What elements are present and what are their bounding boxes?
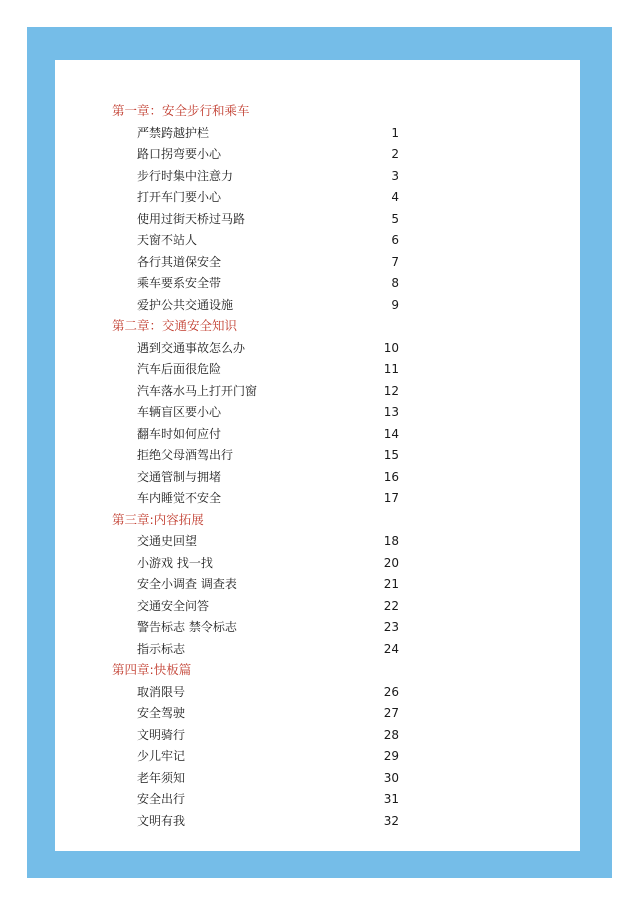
entry-title: 各行其道保安全 [137,254,222,269]
entry-title: 文明骑行 [137,727,186,742]
chapter-title: 第一章：安全步行和乘车 [112,103,250,118]
entry-title: 指示标志 [137,641,186,656]
page-number: 11 [383,362,399,376]
entry-title: 路口拐弯要小心 [137,147,222,161]
toc-entry [0,209,640,229]
page-number: 5 [391,211,399,226]
page-number: 22 [383,598,399,613]
toc-entry [0,187,640,207]
page-number: 28 [383,727,399,742]
entry-title: 取消限号 [137,684,186,699]
page-number: 3 [391,168,399,183]
toc-entry [0,682,640,702]
chapter-title: 第二章：交通安全知识 [112,318,238,333]
page-number: 6 [391,233,399,247]
entry-title: 交通史回望 [137,534,198,548]
entry-title: 爱护公共交通设施 [137,297,234,312]
entry-title: 安全驾驶 [137,706,186,720]
entry-title: 少儿牢记 [137,749,186,763]
page-number: 17 [383,491,399,505]
toc-entry [0,359,640,379]
page-number: 27 [383,706,399,720]
page-number: 7 [391,254,399,269]
page-number: 8 [391,276,399,290]
page-number: 15 [383,448,399,462]
toc-entry [0,488,640,508]
toc-entry [0,639,640,659]
entry-title: 拒绝父母酒驾出行 [137,448,234,462]
page-number: 4 [391,190,399,204]
chapter-heading [0,101,640,121]
toc-entry [0,338,640,358]
page-number: 14 [383,426,399,441]
toc-entry [0,123,640,143]
toc-entry [0,144,640,164]
page-number: 31 [383,792,399,806]
toc-entry [0,725,640,745]
toc-entry [0,230,640,250]
entry-title: 文明有我 [137,813,186,828]
entry-title: 交通安全问答 [137,598,210,613]
entry-title: 使用过街天桥过马路 [137,211,246,226]
page-number: 16 [383,469,399,484]
toc-entry [0,273,640,293]
toc-entry [0,789,640,809]
toc-entry [0,381,640,401]
toc-entry [0,402,640,422]
entry-title: 步行时集中注意力 [137,168,234,183]
entry-title: 交通管制与拥堵 [137,469,222,484]
entry-title: 汽车后面很危险 [137,362,222,376]
entry-title: 汽车落水马上打开门窗 [137,383,258,398]
entry-title: 车内睡觉不安全 [137,491,222,505]
toc-entry [0,617,640,637]
toc-entry [0,166,640,186]
entry-title: 车辆盲区要小心 [137,405,222,419]
entry-title: 警告标志 禁令标志 [137,620,237,634]
toc-entry [0,703,640,723]
page-number: 9 [391,297,399,312]
page-number: 18 [383,534,399,548]
toc-entry [0,252,640,272]
toc-entry [0,424,640,444]
toc-entry [0,445,640,465]
chapter-heading [0,660,640,680]
toc-entry [0,746,640,766]
page-number: 13 [383,405,399,419]
toc-entry [0,295,640,315]
entry-title: 安全出行 [137,792,186,806]
page-number: 10 [383,340,399,355]
toc-entry [0,531,640,551]
chapter-title: 第三章:内容拓展 [112,511,204,527]
entry-title: 老年须知 [137,770,186,785]
page-number: 1 [391,125,399,140]
toc-entry [0,596,640,616]
page-number: 12 [383,383,399,398]
entry-title: 小游戏 找一找 [137,555,213,570]
page-number: 32 [383,813,399,828]
entry-title: 遇到交通事故怎么办 [137,340,246,355]
entry-title: 安全小调查 调查表 [137,577,237,591]
toc-entry [0,811,640,831]
entry-title: 严禁跨越护栏 [137,125,210,140]
chapter-heading [0,510,640,530]
toc-entry [0,768,640,788]
entry-title: 乘车要系安全带 [137,276,222,290]
chapter-title: 第四章:快板篇 [112,662,192,677]
page-number: 23 [383,620,399,634]
chapter-heading [0,316,640,336]
toc-entry [0,553,640,573]
page-number: 24 [383,641,399,656]
page-number: 30 [383,770,399,785]
page-number: 29 [383,749,399,763]
toc-entry [0,467,640,487]
entry-title: 翻车时如何应付 [137,426,222,441]
page-number: 20 [383,555,399,570]
page-number: 21 [383,577,399,591]
toc-entry [0,574,640,594]
page-number: 26 [383,684,399,699]
page-number: 2 [391,147,399,161]
entry-title: 打开车门要小心 [137,190,222,204]
entry-title: 天窗不站人 [137,233,198,247]
